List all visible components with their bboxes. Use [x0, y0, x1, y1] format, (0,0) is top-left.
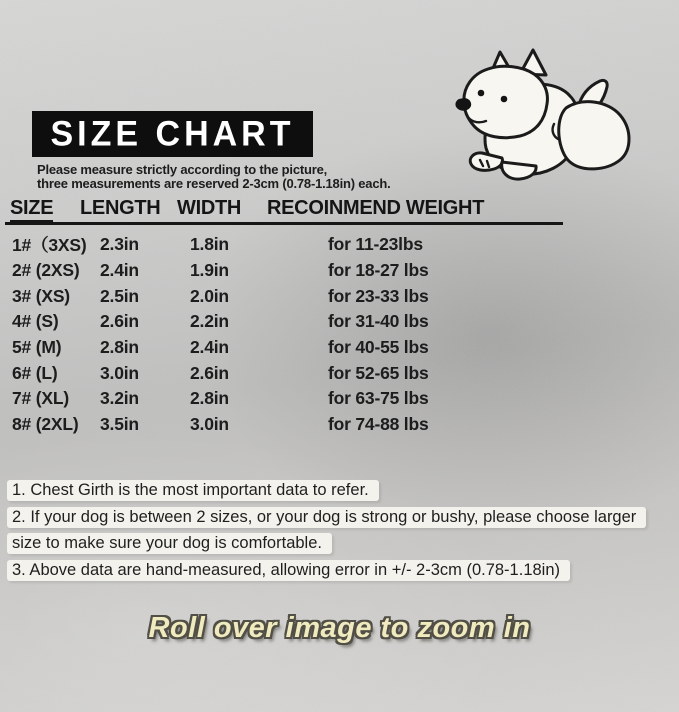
note-item: [7, 477, 662, 503]
cell-size: 4# (S): [12, 311, 59, 332]
measure-instructions-line2: three measurements are reserved 2-3cm (0.78-1.18in) each.: [37, 175, 391, 191]
cell-weight: for 74-88 lbs: [328, 414, 429, 435]
cell-size: 7# (XL): [12, 388, 69, 409]
table-row: [0, 258, 679, 284]
cell-size: 1#（3XS): [12, 235, 87, 256]
column-header-weight: RECOINMEND WEIGHT: [267, 197, 485, 219]
note-3: 3. Above data are hand-measured, allowing error in +/- 2-3cm (0.78-1.18in): [7, 560, 570, 581]
size-table-body: [0, 232, 679, 438]
cell-length: 2.8in: [100, 337, 139, 358]
cell-length: 2.4in: [100, 260, 139, 281]
table-row: [0, 386, 679, 412]
white-puppy-dog-icon: [450, 44, 645, 186]
table-row: [0, 412, 679, 438]
cell-size: 8# (2XL): [12, 414, 79, 435]
cell-size: 5# (M): [12, 337, 62, 358]
table-row: [0, 232, 679, 258]
cell-size: 2# (2XS): [12, 260, 80, 281]
cell-weight: for 11-23lbs: [328, 234, 423, 255]
cell-weight: for 18-27 lbs: [328, 260, 429, 281]
cell-width: 1.8in: [190, 234, 229, 255]
table-row: [0, 283, 679, 309]
cell-width: 2.4in: [190, 337, 229, 358]
cell-size: 3# (XS): [12, 285, 70, 306]
zoom-hint-label: Roll over image to zoom in: [148, 612, 531, 644]
note-2: 2. If your dog is between 2 sizes, or your dog is strong or bushy, please choose larger size to make sure your dog is comfortable.: [7, 507, 646, 554]
cell-length: 2.6in: [100, 311, 139, 332]
table-row: [0, 360, 679, 386]
measure-instructions-line1: Please measure strictly according to the picture,: [37, 162, 328, 177]
cell-length: 3.5in: [100, 414, 139, 435]
column-header-length: LENGTH: [80, 197, 161, 219]
cell-weight: for 31-40 lbs: [328, 311, 429, 332]
column-header-width: WIDTH: [177, 197, 242, 219]
note-1: 1. Chest Girth is the most important data to refer.: [7, 480, 379, 501]
cell-size: 6# (L): [12, 362, 58, 383]
size-chart-title-box: [32, 111, 313, 157]
column-header-size: SIZE: [10, 197, 53, 223]
size-table-header: [0, 197, 679, 221]
notes-section: [7, 477, 662, 584]
table-row: [0, 309, 679, 335]
cell-weight: for 63-75 lbs: [328, 388, 429, 409]
cell-width: 1.9in: [190, 260, 229, 281]
measure-instructions: [37, 163, 391, 190]
cell-length: 2.3in: [100, 234, 139, 255]
cell-weight: for 23-33 lbs: [328, 285, 429, 306]
note-item: [7, 557, 662, 583]
cell-width: 3.0in: [190, 414, 229, 435]
cell-length: 3.2in: [100, 388, 139, 409]
cell-width: 2.6in: [190, 362, 229, 383]
cell-weight: for 40-55 lbs: [328, 337, 429, 358]
cell-length: 2.5in: [100, 285, 139, 306]
cell-width: 2.8in: [190, 388, 229, 409]
cell-length: 3.0in: [100, 362, 139, 383]
table-header-rule: [5, 222, 563, 225]
cell-weight: for 52-65 lbs: [328, 362, 429, 383]
size-chart-title: SIZE CHART: [50, 113, 295, 154]
cell-width: 2.0in: [190, 285, 229, 306]
cell-width: 2.2in: [190, 311, 229, 332]
table-row: [0, 335, 679, 361]
note-item: [7, 504, 662, 556]
